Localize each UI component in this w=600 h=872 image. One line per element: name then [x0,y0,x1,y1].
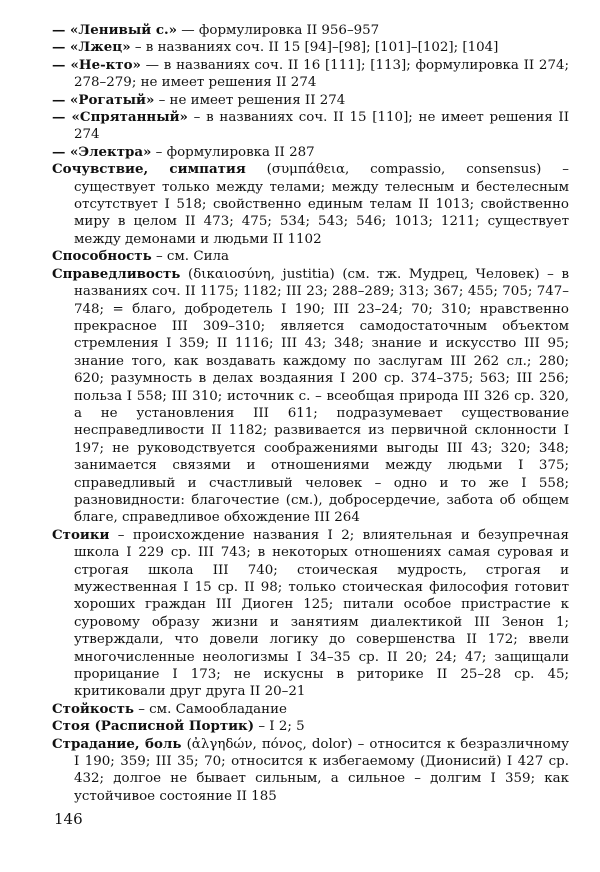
entry-heading: Сочувствие, симпатия [52,161,246,178]
index-entry-horned [52,92,569,109]
index-entry-hidden [52,109,569,144]
entry-heading: Стоики [52,526,110,543]
entry-heading: — «Спрятанный» [52,109,188,126]
entry-heading: — «Не-кто» [52,56,141,73]
entry-text: – в названиях соч. II 15 [94]–[98]; [101]–[102]; [104] [130,40,499,56]
index-entry-suffering [52,736,569,806]
entry-heading: Стойкость [52,700,134,717]
entry-text: – в названиях соч. II 15 [110]; не имеет решения II 274 [74,110,570,143]
index-entry-stoics [52,527,569,701]
entry-text: – I 2; 5 [254,719,305,735]
entry-heading: Страдание, боль [52,735,182,752]
entry-text: — формулировка II 956–957 [177,23,380,38]
index-entry-nobody [52,57,569,92]
index-entry-justice [52,266,569,527]
entry-text: – см. Сила [151,249,229,265]
index-entry-liar [52,39,569,56]
entry-text: – происхождение названия I 2; влиятельная и безупречная школа I 229 ср. III 743; в некоторых отношениях самая суровая и строгая школа III 740; стоическая мудрость, строгая и мужественная I 15 ср. II 98; только стоическая философия готовит хороших граждан III Диоген 125; питали особое пристрастие к суровому образу жизни и занятиям диалектикой III Зенон 1; утверждали, что довели логику до совершенства II 172; ввели многочисленные неологизмы I 34–35 ср. II 20; 24; 47; защищали прорицание I 173; не искусны в риторике II 25–28 ср. 45; критиковали друг друга II 20–21 [74,527,569,700]
index-entry-sympathy [52,161,569,248]
entry-heading: — «Рогатый» [52,91,155,108]
entry-heading: — «Электра» [52,143,152,160]
entry-text: (συμπάθεια, compassio, consensus) – существует только между телами; между телесным и бестелесным отсутствует I 518; свойственно единым телам II 1013; свойственно миру в целом II 473; 475; 534; 543; 546; 1013; 1211; существует между демонами и людьми II 1102 [74,162,569,247]
entry-heading: Стоя (Расписной Портик) [52,718,255,735]
page-number: 146 [54,810,83,828]
entry-heading: Справедливость [52,265,181,282]
entry-heading: Способность [52,248,152,265]
index-entry-lazy [52,22,569,39]
entry-text: – см. Самообладание [133,701,287,717]
entry-heading: — «Лжец» [52,39,131,56]
index-entry-fortitude [52,701,569,718]
entry-text: (δικαιοσύνη, justitia) (см. тж. Мудрец, Человек) – в названиях соч. II 1175; 1182; III 23; 288–289; 313; 367; 455; 705; 747–748; = благо, добродетель I 190; III 23–24; 70; 310; нравственно прекрасное III 309–310; является самодостаточным объектом стремления I 359; II 1116; III 43; 348; знание и искусство III 95; знание того, как воздавать каждому по заслугам III 262 сл.; 280; 620; разумность в делах воздаяния I 200 ср. 374–375; 563; III 256; польза I 558; III 310; источник с. – всеобщая природа III 326 ср. 320, а не установления III 611; подразумевает существование несправедливости II 1182; развивается из первичной склонности I 197; не руководствуется соображениями выгоды III 43; 320; 348; занимается связями и отношениями между людьми I 375; справедливый и счастливый человек – одно и то же I 558; разновидности: благочестие (см.), добросердечие, забота об общем благе, справедливое обхождение III 264 [74,266,569,526]
index-entry-stoa [52,718,569,735]
index-entry-electra [52,144,569,161]
entry-heading: — «Ленивый с.» [52,22,178,38]
entry-text: (ἀλγηδών, πόνος, dolor) – относится к безразличному I 190; 359; III 35; 70; относится к избегаемому (Дионисий) I 427 ср. 432; долгое не бывает сильным, а сильное – долгим I 359; как устойчивое состояние II 185 [74,736,569,804]
index-entry-ability [52,248,569,265]
entry-text: – не имеет решения II 274 [154,92,346,108]
entry-text: — в названиях соч. II 16 [111]; [113]; формулировка II 274; 278–279; не имеет решения II 274 [74,57,569,91]
entry-text: – формулировка II 287 [151,144,315,160]
